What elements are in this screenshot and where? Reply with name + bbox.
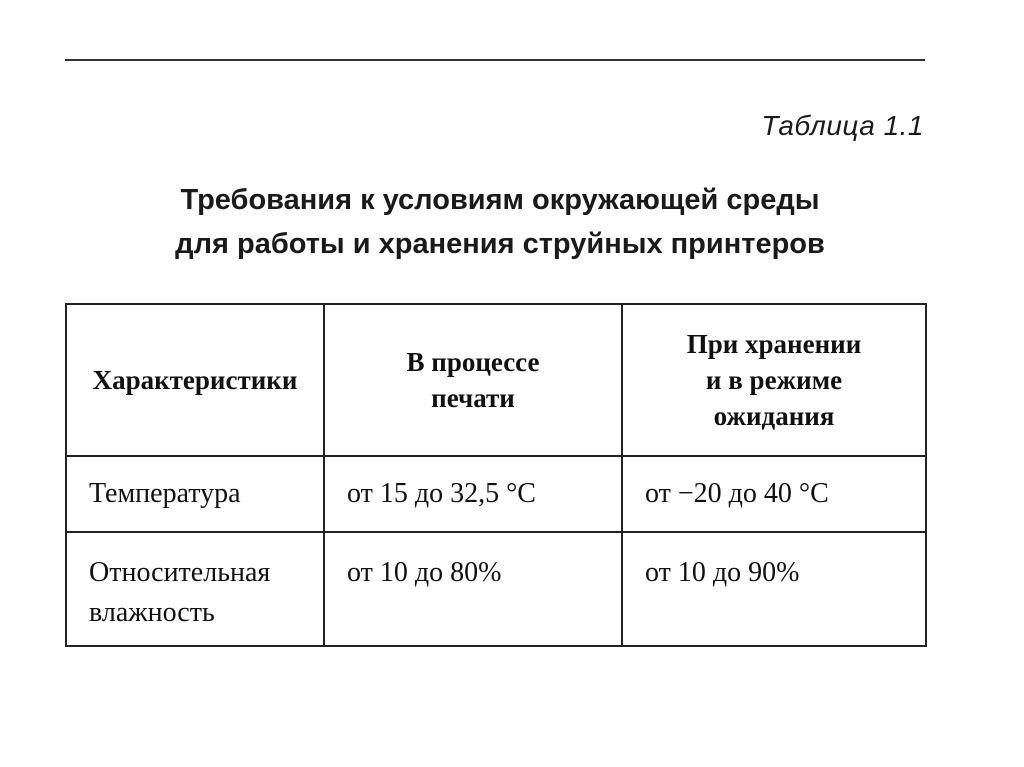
cell-temperature-name: Температура <box>66 456 324 532</box>
header-storage-line-2: и в режиме <box>705 365 843 395</box>
header-characteristics-label: Характеристики <box>92 365 298 395</box>
cell-temperature-printing: от 15 до 32,5 °С <box>324 456 622 532</box>
table-title-line-2: для работы и хранения струйных принтеров <box>175 228 825 260</box>
header-storage <box>622 304 926 456</box>
cell-humidity-name-line-1: Относительная <box>89 557 271 588</box>
header-storage-line-1: При хранении <box>686 329 862 359</box>
header-printing-line-2: печати <box>431 383 515 413</box>
header-printing <box>324 304 622 456</box>
cell-temperature-storage: от −20 до 40 °С <box>622 456 926 532</box>
header-printing-line-1: В процессе <box>406 347 540 377</box>
cell-humidity-storage: от 10 до 90% <box>622 532 926 646</box>
top-divider <box>65 59 925 61</box>
cell-humidity-name-line-2: влажность <box>89 597 215 628</box>
header-characteristics <box>66 304 324 456</box>
table-row-humidity <box>66 532 926 646</box>
table-number: Таблица 1.1 <box>761 110 924 141</box>
table-title-line-1: Требования к условиям окружающей среды <box>180 184 820 216</box>
table-row-temperature <box>66 456 926 532</box>
environment-requirements-table <box>65 303 927 647</box>
cell-humidity-name <box>66 532 324 646</box>
table-title <box>100 178 900 266</box>
cell-humidity-printing: от 10 до 80% <box>324 532 622 646</box>
table-header-row <box>66 304 926 456</box>
header-storage-line-3: ожидания <box>713 401 835 431</box>
